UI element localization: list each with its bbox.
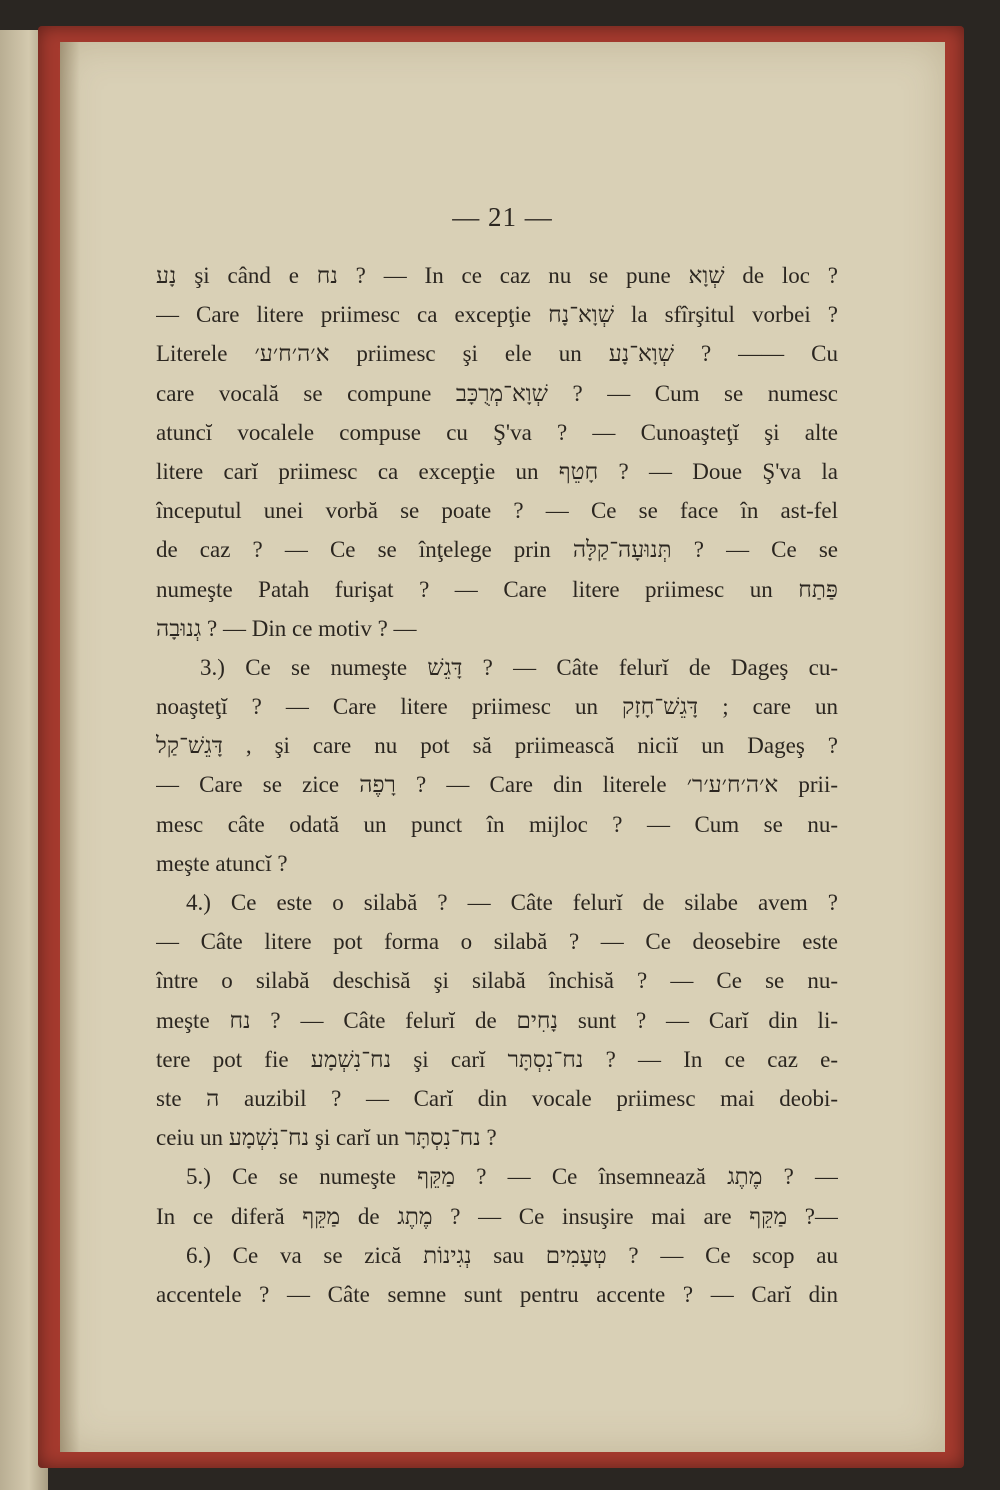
text-line: atuncĭ vocalele compuse cu Ş'va ? — Cunoaşteţĭ şi alte xyxy=(156,419,838,445)
text-line: גְנוּבָה ? — Din ce motiv ? — xyxy=(156,615,417,641)
page-number: — 21 — xyxy=(452,202,553,232)
text-line: de caz ? — Ce se înţelege prin תְּנוּעָה־קַלָּה ? — Ce se xyxy=(156,537,838,563)
text-line: meşte atuncĭ ? xyxy=(156,850,288,876)
text-line: — Care litere priimesc ca excepţie שְׁוָא־נָח la sfîrşitul vorbei ? xyxy=(156,302,838,328)
text-line: litere carĭ priimesc ca excepţie un חָטֵף ? — Doue Ş'va la xyxy=(156,458,838,484)
book-page xyxy=(60,42,945,1452)
text-line: mesc câte odată un punct în mijloc ? — Cum se nu- xyxy=(156,811,838,837)
text-line: — Care se zice רָפֶה ? — Care din literele א׳ה׳ח׳ע׳ר׳ prii- xyxy=(156,772,838,798)
text-line: începutul unei vorbă se poate ? — Ce se face în ast-fel xyxy=(156,498,838,524)
text-line: ceiu un נח־נִשְׁמָע şi carĭ un נח־נִסְתָּר ? xyxy=(156,1125,497,1151)
text-line: tere pot fie נח־נִשְׁמָע şi carĭ נח־נִסְתָּר ? — In ce caz e- xyxy=(156,1046,838,1072)
text-line: 3.) Ce se numeşte דָּגֵשׁ ? — Câte felurĭ de Dageş cu- xyxy=(200,654,838,680)
page-gutter xyxy=(60,42,80,1452)
text-line: 6.) Ce va se zică נְגִינוֹת sau טְעָמִים ? — Ce scop au xyxy=(186,1242,838,1268)
text-line: noaşteţĭ ? — Care litere priimesc un דָּגֵשׁ־חָזָק ; care un xyxy=(156,694,838,720)
text-line: între o silabă deschisă şi silabă închisă ? — Ce se nu- xyxy=(156,968,838,994)
text-line: In ce diferă מַקֵּף de מֶתֶג ? — Ce insuşire mai are מַקֵּף ?— xyxy=(156,1203,838,1229)
text-line: accentele ? — Câte semne sunt pentru accente ? — Carĭ din xyxy=(156,1281,838,1307)
text-line: 5.) Ce se numeşte מַקֵּף ? — Ce însemnează מֶתֶג ? — xyxy=(186,1164,838,1190)
text-line: ste ה auzibil ? — Carĭ din vocale priimesc mai deobi- xyxy=(156,1085,838,1111)
text-line: meşte נח ? — Câte felurĭ de נָחִים sunt ? — Carĭ din li- xyxy=(156,1007,838,1033)
text-line: Literele א׳ה׳ח׳ע׳ priimesc şi ele un שְׁוָא־נָע ? —— Cu xyxy=(156,341,838,367)
text-line: — Câte litere pot forma o silabă ? — Ce deosebire este xyxy=(156,929,838,955)
text-line: numeşte Patah furişat ? — Care litere priimesc un פַּתַח xyxy=(156,576,838,602)
text-line: דָּגֵשׁ־קַל , şi care nu pot să priimească niciĭ un Dageş ? xyxy=(156,733,838,759)
text-line: 4.) Ce este o silabă ? — Câte felurĭ de silabe avem ? xyxy=(186,890,838,915)
text-line: care vocală se compune שְׁוָא־מְרֻכָּב ? — Cum se numesc xyxy=(156,380,838,406)
page-body xyxy=(156,256,838,1314)
text-line: נָע şi când e נח ? — In ce caz nu se pune שְׁוָא de loc ? xyxy=(156,263,838,288)
